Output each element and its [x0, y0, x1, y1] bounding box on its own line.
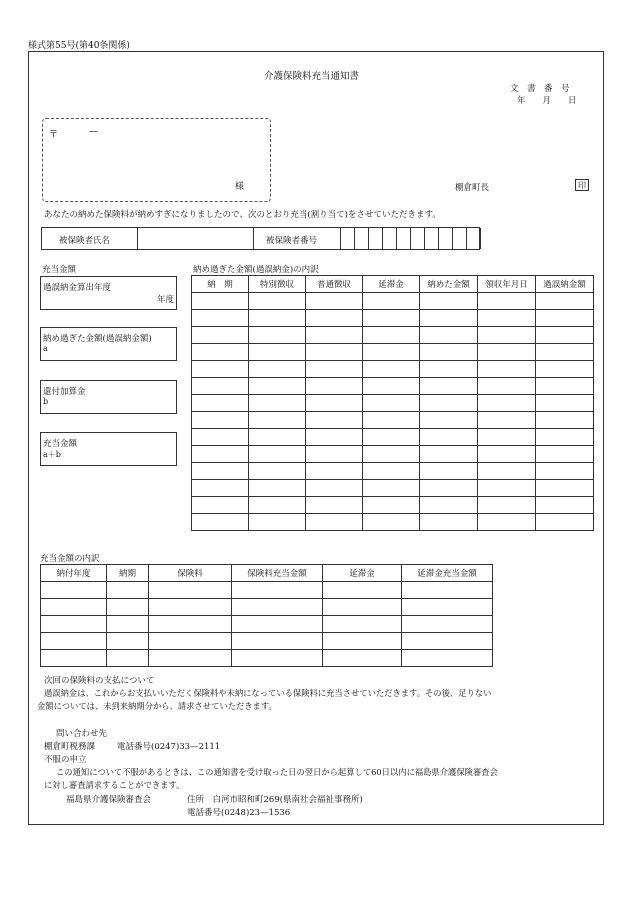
table-cell — [41, 650, 107, 667]
insured-number-digit-cell — [452, 228, 453, 249]
table-cell — [363, 344, 420, 361]
table-row — [192, 497, 594, 514]
table-row — [192, 361, 594, 378]
table-cell — [536, 497, 594, 514]
table-cell — [536, 395, 594, 412]
table-cell — [41, 616, 107, 633]
postal-code-dash: — — [89, 127, 98, 137]
table-row — [192, 327, 594, 344]
table-cell — [478, 293, 536, 310]
name-field-divider — [253, 228, 254, 249]
allocated-amount-label: 充当金額 — [43, 439, 78, 449]
table-cell — [306, 361, 363, 378]
table-cell — [420, 446, 478, 463]
table-cell — [306, 412, 363, 429]
name-label-divider — [137, 228, 138, 249]
date-label: 年 月 日 — [517, 96, 577, 106]
table-cell — [478, 361, 536, 378]
table-cell — [192, 497, 249, 514]
table-cell — [149, 599, 232, 616]
table-cell — [402, 599, 493, 616]
table-cell — [192, 463, 249, 480]
table-cell — [192, 361, 249, 378]
table-cell — [536, 344, 594, 361]
table-cell — [363, 446, 420, 463]
table-cell — [306, 327, 363, 344]
allocated-amount-box — [40, 432, 177, 466]
table-cell — [420, 293, 478, 310]
recipient-honorific: 様 — [235, 182, 245, 192]
refund-interest-label: 還付加算金 — [43, 387, 86, 397]
table-cell — [107, 650, 149, 667]
address-window — [42, 118, 271, 202]
table-cell — [478, 446, 536, 463]
table-cell — [363, 514, 420, 531]
table-cell — [192, 446, 249, 463]
table-cell — [478, 480, 536, 497]
table-cell — [249, 344, 306, 361]
overpaid-amount-label: 納め過ぎた金額(過誤納金額) — [43, 334, 152, 344]
breakdown-header-cell: 延滞金 — [363, 276, 420, 293]
table-cell — [402, 633, 493, 650]
table-cell — [363, 480, 420, 497]
allocation-header-cell: 納期 — [107, 565, 149, 582]
table-cell — [306, 446, 363, 463]
allocation-header-cell: 延滞金 — [323, 565, 402, 582]
allocation-table — [40, 564, 493, 667]
insured-number-digit-cell — [396, 228, 397, 249]
breakdown-header-cell: 納 期 — [192, 276, 249, 293]
appeal-heading: 不服の申立 — [44, 755, 87, 765]
table-cell — [420, 497, 478, 514]
next-payment-line-2: 金額については、未到来納期分から、請求させていただきます。 — [37, 701, 277, 711]
table-cell — [478, 344, 536, 361]
allocated-amount-mark: a＋b — [43, 450, 61, 459]
table-row — [192, 480, 594, 497]
insured-number-digit-cell — [368, 228, 369, 249]
table-cell — [249, 310, 306, 327]
table-cell — [149, 582, 232, 599]
table-cell — [232, 633, 323, 650]
insured-info-row — [41, 227, 480, 250]
insured-number-digit-cell — [480, 228, 481, 249]
table-cell — [232, 616, 323, 633]
inquiry-label: 問い合わせ先 — [56, 729, 108, 739]
table-cell — [323, 616, 402, 633]
breakdown-header-cell: 特別徴収 — [249, 276, 306, 293]
table-cell — [363, 463, 420, 480]
table-cell — [420, 480, 478, 497]
table-cell — [420, 463, 478, 480]
table-cell — [306, 344, 363, 361]
table-cell — [249, 412, 306, 429]
table-cell — [249, 327, 306, 344]
breakdown-table-body — [192, 276, 594, 531]
table-cell — [402, 582, 493, 599]
table-cell — [107, 633, 149, 650]
table-cell — [249, 446, 306, 463]
table-cell — [249, 463, 306, 480]
table-cell — [249, 395, 306, 412]
table-cell — [306, 463, 363, 480]
breakdown-header-cell: 領収年月日 — [478, 276, 536, 293]
table-cell — [478, 327, 536, 344]
inquiry-phone: 電話番号(0247)33—2111 — [117, 742, 221, 752]
insured-name-label: 被保険者氏名 — [59, 236, 111, 246]
table-cell — [192, 344, 249, 361]
allocation-amount-heading: 充当金額 — [42, 265, 77, 275]
table-cell — [249, 497, 306, 514]
table-cell — [306, 480, 363, 497]
table-row — [41, 582, 493, 599]
table-cell — [41, 582, 107, 599]
breakdown-header-row — [192, 276, 594, 293]
refund-year-suffix: 年度 — [156, 295, 174, 305]
allocation-header-cell: 納付年度 — [41, 565, 107, 582]
table-row — [192, 293, 594, 310]
table-cell — [420, 412, 478, 429]
number-label-divider — [340, 228, 341, 249]
table-cell — [107, 599, 149, 616]
table-row — [192, 378, 594, 395]
table-cell — [536, 429, 594, 446]
review-board-phone: 電話番号(0248)23—1536 — [187, 808, 291, 818]
form-id: 様式第55号(第40条関係) — [28, 41, 130, 51]
insured-number-digit-cell — [410, 228, 411, 249]
allocation-breakdown-heading: 充当金額の内訳 — [40, 554, 100, 564]
table-row — [41, 650, 493, 667]
table-cell — [192, 395, 249, 412]
table-cell — [420, 395, 478, 412]
table-cell — [363, 497, 420, 514]
table-cell — [363, 327, 420, 344]
table-cell — [323, 599, 402, 616]
table-cell — [249, 480, 306, 497]
table-cell — [402, 650, 493, 667]
allocation-header-cell: 保険料充当金額 — [232, 565, 323, 582]
appeal-line-2: に対し審査請求することができます。 — [44, 780, 185, 790]
table-row — [192, 344, 594, 361]
table-cell — [306, 293, 363, 310]
seal-box: 印 — [575, 179, 589, 191]
table-cell — [107, 582, 149, 599]
table-cell — [149, 650, 232, 667]
breakdown-table — [191, 275, 594, 531]
table-cell — [478, 429, 536, 446]
table-row — [41, 633, 493, 650]
table-cell — [478, 310, 536, 327]
table-cell — [363, 361, 420, 378]
next-payment-line-1: 過誤納金は、これからお支払いいただく保険料や未納になっている保険料に充当させていただきます。その後、足りない — [44, 688, 492, 698]
table-cell — [536, 412, 594, 429]
table-cell — [306, 395, 363, 412]
table-cell — [41, 633, 107, 650]
breakdown-header-cell: 普通徴収 — [306, 276, 363, 293]
overpaid-amount-box — [40, 327, 177, 361]
document-number-label: 文 書 番 号 — [510, 84, 570, 94]
refund-year-box — [40, 276, 177, 310]
insured-number-digit-cell — [466, 228, 467, 249]
table-row — [192, 463, 594, 480]
insured-number-digit-cell — [438, 228, 439, 249]
table-row — [192, 395, 594, 412]
table-cell — [420, 514, 478, 531]
allocation-header-cell: 保険料 — [149, 565, 232, 582]
next-payment-heading: 次回の保険料の支払について — [44, 676, 155, 686]
table-cell — [478, 497, 536, 514]
table-cell — [478, 514, 536, 531]
table-cell — [192, 293, 249, 310]
intro-text: あなたの納めた保険料が納めすぎになりましたので、次のとおり充当(割り当て)をさせていただきます。 — [44, 210, 441, 220]
refund-year-label: 過誤納金算出年度 — [43, 283, 112, 293]
table-row — [192, 310, 594, 327]
table-cell — [363, 378, 420, 395]
review-board-address: 住所 白河市昭和町269(県南社会福祉事務所) — [187, 795, 363, 805]
table-cell — [192, 310, 249, 327]
table-cell — [536, 463, 594, 480]
refund-interest-box — [40, 380, 177, 414]
document-title: 介護保険料充当通知書 — [264, 71, 360, 82]
table-cell — [249, 293, 306, 310]
table-cell — [323, 650, 402, 667]
breakdown-header-cell: 納めた金額 — [420, 276, 478, 293]
table-cell — [536, 327, 594, 344]
table-cell — [536, 378, 594, 395]
breakdown-header-cell: 過誤納金額 — [536, 276, 594, 293]
table-cell — [420, 429, 478, 446]
table-cell — [536, 514, 594, 531]
allocation-header-cell: 延滞金充当金額 — [402, 565, 493, 582]
table-cell — [363, 429, 420, 446]
overpaid-amount-mark: a — [43, 344, 48, 353]
appeal-line-1: この通知について不服があるときは、この通知書を受け取った日の翌日から起算して60日以内に福島県介護保険審査会 — [56, 767, 498, 777]
postal-mark: 〒 — [49, 130, 59, 140]
table-cell — [478, 463, 536, 480]
table-cell — [192, 412, 249, 429]
table-cell — [306, 378, 363, 395]
table-cell — [249, 378, 306, 395]
table-cell — [232, 650, 323, 667]
table-cell — [323, 633, 402, 650]
table-cell — [420, 378, 478, 395]
table-cell — [306, 514, 363, 531]
table-cell — [149, 616, 232, 633]
table-cell — [363, 412, 420, 429]
table-cell — [420, 327, 478, 344]
insured-number-digit-cell — [424, 228, 425, 249]
insured-number-digit-cell — [382, 228, 383, 249]
table-cell — [232, 599, 323, 616]
review-board-name: 福島県介護保険審査会 — [66, 795, 152, 805]
table-cell — [192, 327, 249, 344]
table-cell — [478, 378, 536, 395]
table-cell — [536, 480, 594, 497]
table-cell — [249, 361, 306, 378]
table-cell — [192, 429, 249, 446]
table-cell — [478, 412, 536, 429]
table-cell — [536, 310, 594, 327]
table-cell — [249, 514, 306, 531]
table-cell — [192, 378, 249, 395]
breakdown-heading: 納め過ぎた金額(過誤納金)の内訳 — [193, 265, 319, 275]
table-cell — [306, 429, 363, 446]
table-cell — [249, 429, 306, 446]
table-cell — [402, 616, 493, 633]
table-cell — [363, 310, 420, 327]
table-cell — [323, 582, 402, 599]
table-cell — [232, 582, 323, 599]
table-cell — [420, 361, 478, 378]
table-row — [41, 616, 493, 633]
allocation-header-row — [41, 565, 493, 582]
table-cell — [149, 633, 232, 650]
table-cell — [192, 480, 249, 497]
insured-number-label: 被保険者番号 — [266, 236, 318, 246]
table-cell — [107, 616, 149, 633]
table-cell — [363, 293, 420, 310]
table-cell — [536, 446, 594, 463]
table-cell — [536, 361, 594, 378]
table-cell — [192, 514, 249, 531]
refund-interest-mark: b — [43, 397, 49, 406]
table-cell — [536, 293, 594, 310]
inquiry-department: 棚倉町税務課 — [44, 742, 96, 752]
allocation-table-body — [41, 565, 493, 667]
sender-name: 棚倉町長 — [455, 183, 490, 193]
table-cell — [363, 395, 420, 412]
table-row — [192, 514, 594, 531]
insured-number-digit-cell — [354, 228, 355, 249]
table-row — [192, 446, 594, 463]
table-cell — [306, 310, 363, 327]
table-cell — [478, 395, 536, 412]
table-cell — [420, 310, 478, 327]
table-cell — [41, 599, 107, 616]
table-row — [192, 412, 594, 429]
table-cell — [420, 344, 478, 361]
table-row — [192, 429, 594, 446]
table-cell — [306, 497, 363, 514]
table-row — [41, 599, 493, 616]
